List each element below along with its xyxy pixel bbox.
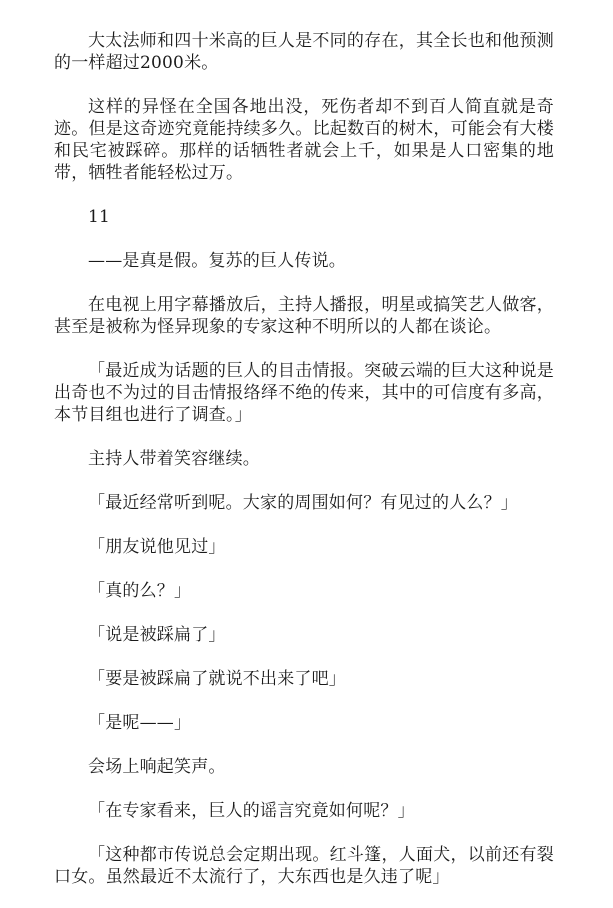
paragraph-6: 主持人带着笑容继续。 bbox=[88, 449, 260, 469]
section-number: 11 bbox=[88, 207, 111, 227]
dialogue-line: 「是呢——」 bbox=[88, 713, 192, 733]
paragraph-2: 这样的异怪在全国各地出没，死伤者却不到百人简直就是奇迹。但是这奇迹究竟能持续多久。比起数百的树木，可能会有大楼和民宅被踩碎。那样的话牺牲者就会上千，如果是人口密集的地带，牺牲者能轻松过万。 bbox=[54, 97, 554, 183]
dialogue-line: 「在专家看来，巨人的谣言究竟如何呢？」 bbox=[88, 801, 415, 821]
paragraph-3: ——是真是假。复苏的巨人传说。 bbox=[88, 251, 346, 271]
dialogue-line: 「说是被踩扁了」 bbox=[88, 625, 226, 645]
dialogue-line: 「要是被踩扁了就说不出来了吧」 bbox=[88, 669, 346, 689]
dialogue-line: 「最近经常听到呢。大家的周围如何？有见过的人么？」 bbox=[88, 493, 518, 513]
dialogue-line: 「真的么？」 bbox=[88, 581, 192, 601]
dialogue-line: 「朋友说他见过」 bbox=[88, 537, 226, 557]
document-page bbox=[54, 30, 554, 908]
paragraph-7: 会场上响起笑声。 bbox=[88, 757, 226, 777]
paragraph-1: 大太法师和四十米高的巨人是不同的存在，其全长也和他预测的一样超过2000米。 bbox=[54, 31, 554, 73]
paragraph-4: 在电视上用字幕播放后，主持人播报，明星或搞笑艺人做客，甚至是被称为怪异现象的专家这种不明所以的人都在谈论。 bbox=[54, 295, 554, 337]
paragraph-5: 「最近成为话题的巨人的目击情报。突破云端的巨大这种说是出奇也不为过的目击情报络绎不绝的传来，其中的可信度有多高，本节目组也进行了调查。」 bbox=[54, 361, 554, 425]
dialogue-line: 「这种都市传说总会定期出现。红斗篷，人面犬，以前还有裂口女。虽然最近不太流行了，大东西也是久违了呢」 bbox=[54, 845, 554, 887]
